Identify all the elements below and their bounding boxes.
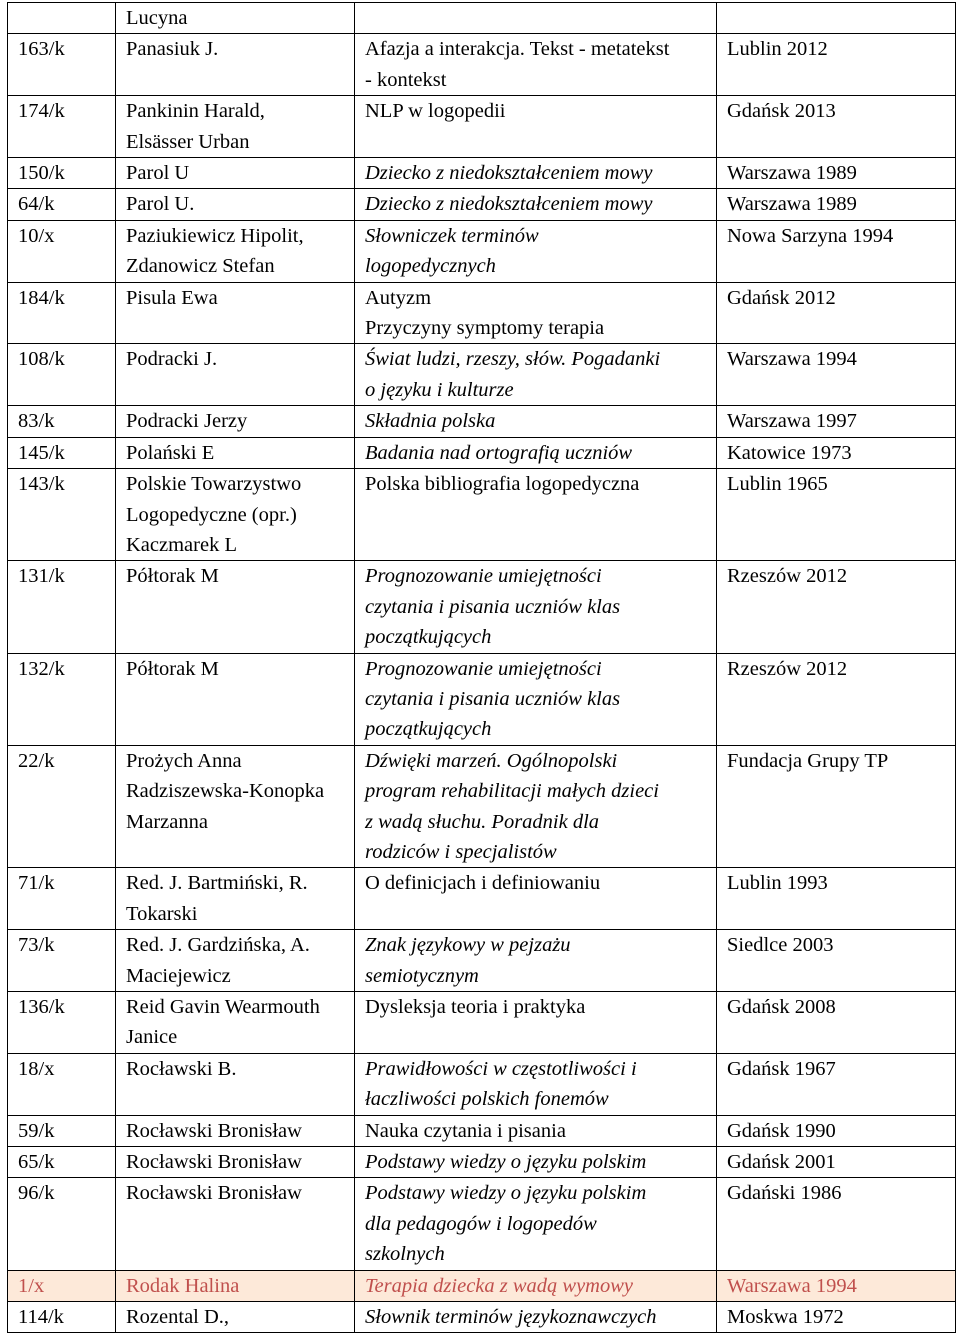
- place-year-cell: [717, 3, 956, 34]
- place-year-cell: Nowa Sarzyna 1994: [717, 220, 956, 282]
- place-year-cell: Warszawa 1994: [717, 1270, 956, 1301]
- title-line: Świat ludzi, rzeszy, słów. Pogadanki: [365, 348, 661, 371]
- table-row: [8, 437, 956, 468]
- table-row: [8, 1270, 956, 1301]
- table-row: [8, 282, 956, 344]
- table-row: [8, 868, 956, 930]
- signature-cell: 1/x: [8, 1270, 116, 1301]
- place-year-cell: Gdańsk 1990: [717, 1115, 956, 1146]
- signature-cell: [8, 3, 116, 34]
- signature-cell: 59/k: [8, 1115, 116, 1146]
- table-row: [8, 745, 956, 868]
- signature-cell: 73/k: [8, 930, 116, 992]
- title-cell: [355, 96, 717, 158]
- title-line: program rehabilitacji małych dzieci: [365, 780, 659, 803]
- author-line: Pankinin Harald,: [126, 100, 265, 123]
- table-row: [8, 406, 956, 437]
- table-row: [8, 469, 956, 561]
- author-cell: [116, 96, 355, 158]
- author-line: Parol U.: [126, 193, 195, 216]
- catalog-body: [8, 3, 956, 1333]
- author-cell: [116, 992, 355, 1054]
- author-line: Prożych Anna: [126, 749, 242, 772]
- place-year-cell: Gdańsk 1967: [717, 1053, 956, 1115]
- title-line: Afazja a interakcja. Tekst - metatekst: [365, 38, 670, 61]
- title-cell: [355, 561, 717, 653]
- author-cell: [116, 1053, 355, 1115]
- author-cell: [116, 1270, 355, 1301]
- title-line: Dysleksja teoria i praktyka: [365, 996, 586, 1018]
- title-cell: [355, 158, 717, 189]
- place-year-cell: Katowice 1973: [717, 437, 956, 468]
- title-line: Prognozowanie umiejętności: [365, 657, 602, 680]
- title-line: z wadą słuchu. Poradnik dla: [365, 810, 600, 833]
- title-line: Znak językowy w pejzażu: [365, 934, 571, 957]
- author-line: Radziszewska-Konopka: [126, 780, 325, 803]
- table-row: [8, 96, 956, 158]
- place-year-cell: Fundacja Grupy TP: [717, 745, 956, 868]
- title-line: rodziców i specjalistów: [365, 840, 557, 863]
- title-line: O definicjach i definiowaniu: [365, 872, 601, 895]
- signature-cell: 174/k: [8, 96, 116, 158]
- place-year-cell: Gdański 1986: [717, 1178, 956, 1270]
- author-cell: [116, 34, 355, 96]
- title-cell: [355, 282, 717, 344]
- title-line: Prawidłowości w częstotliwości i: [365, 1057, 637, 1080]
- author-cell: [116, 3, 355, 34]
- author-line: Polański E: [126, 441, 215, 464]
- table-row: [8, 344, 956, 406]
- author-line: Polskie Towarzystwo: [126, 473, 302, 496]
- title-cell: [355, 1115, 717, 1146]
- author-line: Elsässer Urban: [126, 130, 250, 153]
- title-line: Przyczyny symptomy terapia: [365, 317, 605, 340]
- table-row: [8, 3, 956, 34]
- author-cell: [116, 437, 355, 468]
- signature-cell: 131/k: [8, 561, 116, 653]
- signature-cell: 10/x: [8, 220, 116, 282]
- title-line: Badania nad ortografią uczniów: [365, 441, 633, 464]
- table-row: [8, 1178, 956, 1270]
- author-line: Marzanna: [126, 810, 208, 833]
- table-row: [8, 930, 956, 992]
- title-cell: [355, 930, 717, 992]
- title-line: Słownik terminów językoznawczych: [365, 1306, 657, 1329]
- author-cell: [116, 745, 355, 868]
- table-row: [8, 1147, 956, 1178]
- place-year-cell: Warszawa 1997: [717, 406, 956, 437]
- author-line: Panasiuk J.: [126, 38, 219, 61]
- title-cell: [355, 344, 717, 406]
- title-line: szkolnych: [365, 1243, 445, 1266]
- author-cell: [116, 469, 355, 561]
- table-row: [8, 653, 956, 745]
- place-year-cell: Lublin 1993: [717, 868, 956, 930]
- author-cell: [116, 561, 355, 653]
- signature-cell: 136/k: [8, 992, 116, 1054]
- title-line: o języku i kulturze: [365, 378, 514, 401]
- author-cell: [116, 1302, 355, 1333]
- author-line: Logopedyczne (opr.): [126, 503, 297, 526]
- author-cell: [116, 158, 355, 189]
- author-line: Zdanowicz Stefan: [126, 255, 275, 278]
- table-row: [8, 992, 956, 1054]
- signature-cell: 22/k: [8, 745, 116, 868]
- author-cell: [116, 1178, 355, 1270]
- signature-cell: 163/k: [8, 34, 116, 96]
- table-row: [8, 561, 956, 653]
- signature-cell: 143/k: [8, 469, 116, 561]
- title-line: Słowniczek terminów: [365, 224, 539, 247]
- title-line: Podstawy wiedzy o języku polskim: [365, 1182, 647, 1205]
- title-line: czytania i pisania uczniów klas: [365, 687, 621, 710]
- title-cell: [355, 1178, 717, 1270]
- author-line: Rocławski Bronisław: [126, 1119, 302, 1142]
- author-cell: [116, 406, 355, 437]
- title-cell: [355, 406, 717, 437]
- author-line: Janice: [126, 1026, 178, 1049]
- signature-cell: 71/k: [8, 868, 116, 930]
- title-line: czytania i pisania uczniów klas: [365, 595, 621, 618]
- author-line: Półtorak M: [126, 565, 219, 588]
- place-year-cell: Moskwa 1972: [717, 1302, 956, 1333]
- author-line: Tokarski: [126, 902, 198, 925]
- place-year-cell: Rzeszów 2012: [717, 653, 956, 745]
- title-line: Dziecko z niedokształceniem mowy: [365, 193, 653, 216]
- signature-cell: 132/k: [8, 653, 116, 745]
- author-cell: [116, 344, 355, 406]
- signature-cell: 64/k: [8, 189, 116, 220]
- title-cell: [355, 220, 717, 282]
- place-year-cell: Lublin 2012: [717, 34, 956, 96]
- catalog-table: [7, 2, 956, 1333]
- signature-cell: 184/k: [8, 282, 116, 344]
- table-row: [8, 1302, 956, 1333]
- author-line: Rodak Halina: [126, 1274, 240, 1297]
- signature-cell: 145/k: [8, 437, 116, 468]
- title-line: Nauka czytania i pisania: [365, 1119, 566, 1142]
- title-line: Dziecko z niedokształceniem mowy: [365, 162, 653, 185]
- place-year-cell: Warszawa 1994: [717, 344, 956, 406]
- title-line: semiotycznym: [365, 964, 479, 987]
- author-line: Rozental D.,: [126, 1306, 230, 1329]
- author-line: Reid Gavin Wearmouth: [126, 996, 320, 1018]
- title-line: początkujących: [365, 626, 492, 649]
- table-row: [8, 1053, 956, 1115]
- signature-cell: 114/k: [8, 1302, 116, 1333]
- place-year-cell: Warszawa 1989: [717, 189, 956, 220]
- title-line: - kontekst: [365, 68, 447, 91]
- author-line: Pisula Ewa: [126, 286, 218, 309]
- title-line: Terapia dziecka z wadą wymowy: [365, 1274, 634, 1297]
- title-line: Prognozowanie umiejętności: [365, 565, 602, 588]
- title-line: Składnia polska: [365, 410, 496, 433]
- title-line: NLP w logopedii: [365, 100, 506, 123]
- author-cell: [116, 1115, 355, 1146]
- place-year-cell: Siedlce 2003: [717, 930, 956, 992]
- author-line: Paziukiewicz Hipolit,: [126, 224, 304, 247]
- place-year-cell: Rzeszów 2012: [717, 561, 956, 653]
- table-row: [8, 220, 956, 282]
- title-cell: [355, 868, 717, 930]
- author-cell: [116, 189, 355, 220]
- title-line: Podstawy wiedzy o języku polskim: [365, 1151, 647, 1174]
- author-line: Podracki Jerzy: [126, 410, 248, 433]
- title-cell: [355, 1053, 717, 1115]
- place-year-cell: Gdańsk 2012: [717, 282, 956, 344]
- title-line: logopedycznych: [365, 255, 496, 278]
- signature-cell: 96/k: [8, 1178, 116, 1270]
- author-line: Rocławski B.: [126, 1057, 237, 1080]
- place-year-cell: Gdańsk 2001: [717, 1147, 956, 1178]
- place-year-cell: Warszawa 1989: [717, 158, 956, 189]
- author-line: Podracki J.: [126, 348, 218, 371]
- title-cell: [355, 34, 717, 96]
- author-line: Red. J. Gardzińska, A.: [126, 934, 310, 957]
- author-line: Półtorak M: [126, 657, 219, 680]
- place-year-cell: Lublin 1965: [717, 469, 956, 561]
- title-line: dla pedagogów i logopedów: [365, 1212, 597, 1235]
- title-line: Autyzm: [365, 286, 432, 309]
- title-cell: [355, 1270, 717, 1301]
- author-line: Red. J. Bartmiński, R.: [126, 872, 308, 895]
- place-year-cell: Gdańsk 2013: [717, 96, 956, 158]
- signature-cell: 108/k: [8, 344, 116, 406]
- title-cell: [355, 469, 717, 561]
- title-line: początkujących: [365, 718, 492, 741]
- table-row: [8, 34, 956, 96]
- title-cell: [355, 437, 717, 468]
- place-year-cell: Gdańsk 2008: [717, 992, 956, 1054]
- author-line: Parol U: [126, 162, 190, 185]
- title-line: Dźwięki marzeń. Ogólnopolski: [365, 749, 618, 772]
- author-line: Lucyna: [126, 7, 188, 29]
- signature-cell: 65/k: [8, 1147, 116, 1178]
- table-row: [8, 189, 956, 220]
- title-line: łaczliwości polskich fonemów: [365, 1088, 609, 1111]
- author-line: Rocławski Bronisław: [126, 1182, 302, 1205]
- title-cell: [355, 1147, 717, 1178]
- title-cell: [355, 189, 717, 220]
- author-cell: [116, 1147, 355, 1178]
- signature-cell: 150/k: [8, 158, 116, 189]
- title-cell: [355, 653, 717, 745]
- title-cell: [355, 992, 717, 1054]
- title-line: Polska bibliografia logopedyczna: [365, 473, 640, 496]
- author-line: Maciejewicz: [126, 964, 231, 987]
- author-line: Kaczmarek L: [126, 533, 237, 556]
- author-cell: [116, 653, 355, 745]
- author-cell: [116, 930, 355, 992]
- table-row: [8, 1115, 956, 1146]
- table-row: [8, 158, 956, 189]
- author-cell: [116, 282, 355, 344]
- signature-cell: 18/x: [8, 1053, 116, 1115]
- author-line: Rocławski Bronisław: [126, 1151, 302, 1174]
- author-cell: [116, 220, 355, 282]
- title-cell: [355, 1302, 717, 1333]
- signature-cell: 83/k: [8, 406, 116, 437]
- title-cell: [355, 3, 717, 34]
- author-cell: [116, 868, 355, 930]
- title-cell: [355, 745, 717, 868]
